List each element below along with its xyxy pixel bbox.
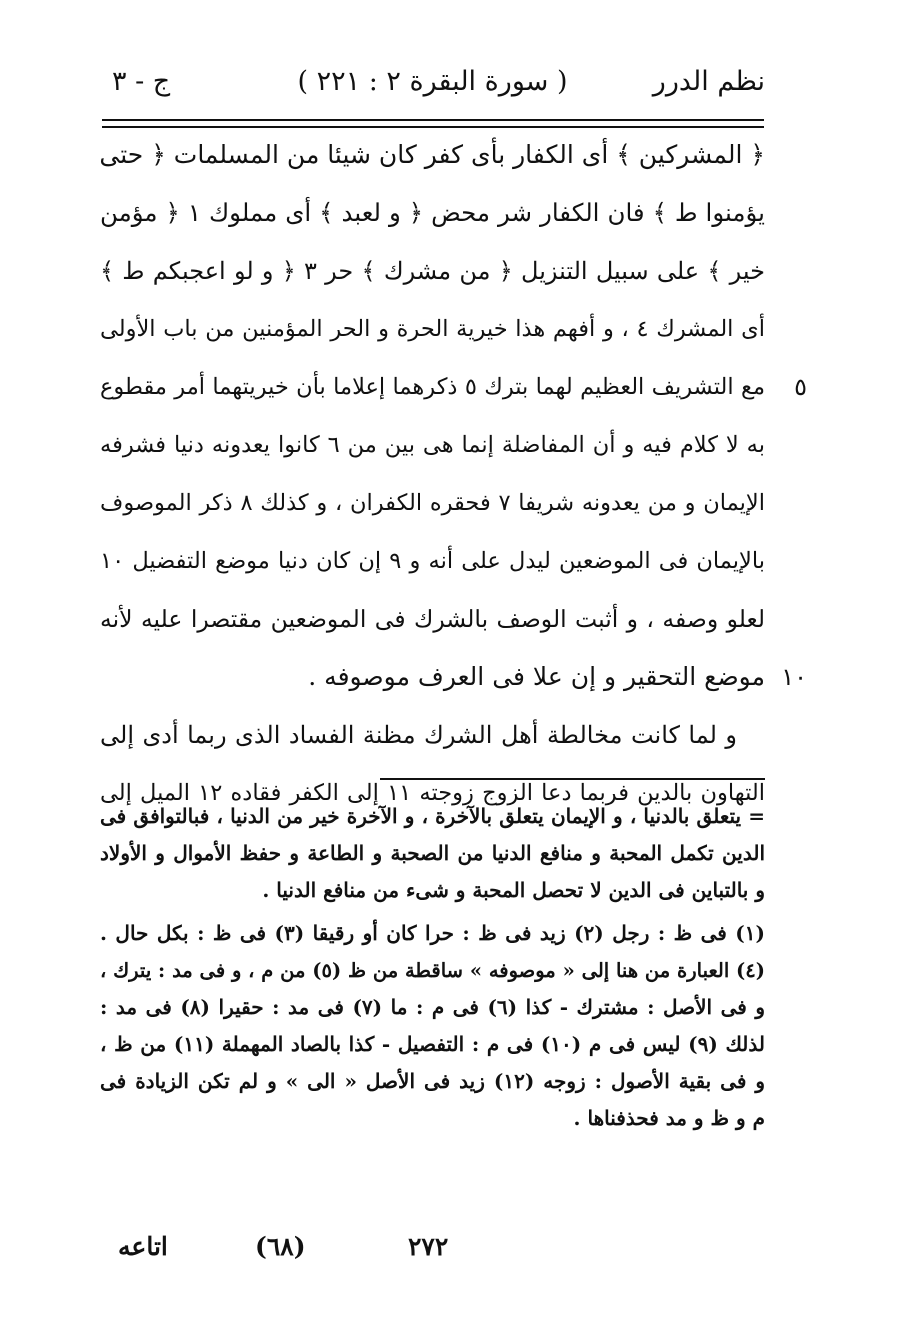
footnotes [100,798,765,1137]
footnote-line: م و ظ و مد فحذفناها . [573,1106,765,1130]
text-line: ﴿ المشركين ﴾ أى الكفار بأى كفر كان شيئا من المسلمات ﴿ حتى [99,140,765,169]
main-text [99,126,807,822]
surah-reference: ( سورة البقرة ٢ : ٢٢١ ) [297,66,568,97]
text-line: الإيمان و من يعدونه شريفا ٧ فحقره الكفران ، و كذلك ٨ ذكر الموصوف [100,490,765,516]
footnote-line: الدين تكمل المحبة و منافع الدنيا من الصحبة و الطاعة و حفظ الأموال و الأولاد [100,841,765,865]
footnote-separator [380,778,765,780]
footnote-line: و فى الأصل : مشترك - كذا (٦) فى م : ما (٧) فى مد : حقيرا (٨) فى مد : [100,995,765,1019]
line-number-10: ١٠ [781,663,807,691]
text-line: به لا كلام فيه و أن المفاضلة إنما هى بين من ٦ كانوا يعدونه دنيا فشرفه [100,432,765,458]
text-line: أى المشرك ٤ ، و أفهم هذا خيرية الحرة و الحر المؤمنين من باب الأولى [100,316,765,342]
footnote-line: (٤) العبارة من هنا إلى « موصوفه » ساقطة من ظ (٥) من م ، و فى مد : يترك ، [100,959,765,982]
book-title: نظم الدرر [652,66,765,97]
page-number: ٢٧٢ [408,1232,449,1261]
footnote-line: و فى بقية الأصول : زوجه (١٢) زيد فى الأصل « الى » و لم تكن الزيادة فى [100,1069,765,1093]
footnote-line: لذلك (٩) ليس فى م (١٠) فى م : التفصيل - كذا بالصاد المهملة (١١) من ظ ، [100,1032,765,1056]
footnote-line: (١) فى ظ : رجل (٢) زيد فى ظ : حرا كان أو رقيقا (٣) فى ظ : بكل حال . [100,921,765,945]
volume-label: ج - ٣ [112,66,171,97]
text-line: يؤمنوا ط ﴾ فان الكفار شر محض ﴿ و لعبد ﴾ أى مملوك ١ ﴿ مؤمن [100,198,765,227]
footnote-line: و بالتباين فى الدين لا تحصل المحبة و شىء من منافع الدنيا . [262,878,765,902]
text-line-content: مع التشريف العظيم لهما بترك ٥ ذكرهما إعلاما بأن خيريتهما أمر مقطوع [100,374,765,400]
line-number-5: ٥ [794,373,807,401]
text-line: التهاون بالدين فربما دعا الزوج زوجته ١١ إلى الكفر فقاده ١٢ الميل إلى [100,780,765,806]
text-line-paragraph-start: و لما كانت مخالطة أهل الشرك مظنة الفساد الذى ربما أدى إلى [100,721,737,749]
text-line-numbered [100,358,807,416]
printer-signature: اتاعه [118,1232,168,1261]
page-header [100,62,765,110]
text-line-numbered [100,648,807,706]
text-line-content: موضع التحقير و إن علا فى العرف موصوفه . [308,662,765,691]
footnote-line: = يتعلق بالدنيا ، و الإيمان يتعلق بالآخرة ، و الآخرة خير من الدنيا ، فبالتوافق فى [100,804,765,828]
text-line: لعلو وصفه ، و أثبت الوصف بالشرك فى الموضعين مقتصرا عليه لأنه [100,605,765,633]
text-line: بالإيمان فى الموضعين ليدل على أنه و ٩ إن كان دنيا موضع التفضيل ١٠ [100,548,765,574]
volume-mark: (٦٨) [255,1232,306,1261]
text-line: خير ﴾ على سبيل التنزيل ﴿ من مشرك ﴾ حر ٣ ﴿ و لو اعجبكم ط ﴾ [100,257,765,285]
